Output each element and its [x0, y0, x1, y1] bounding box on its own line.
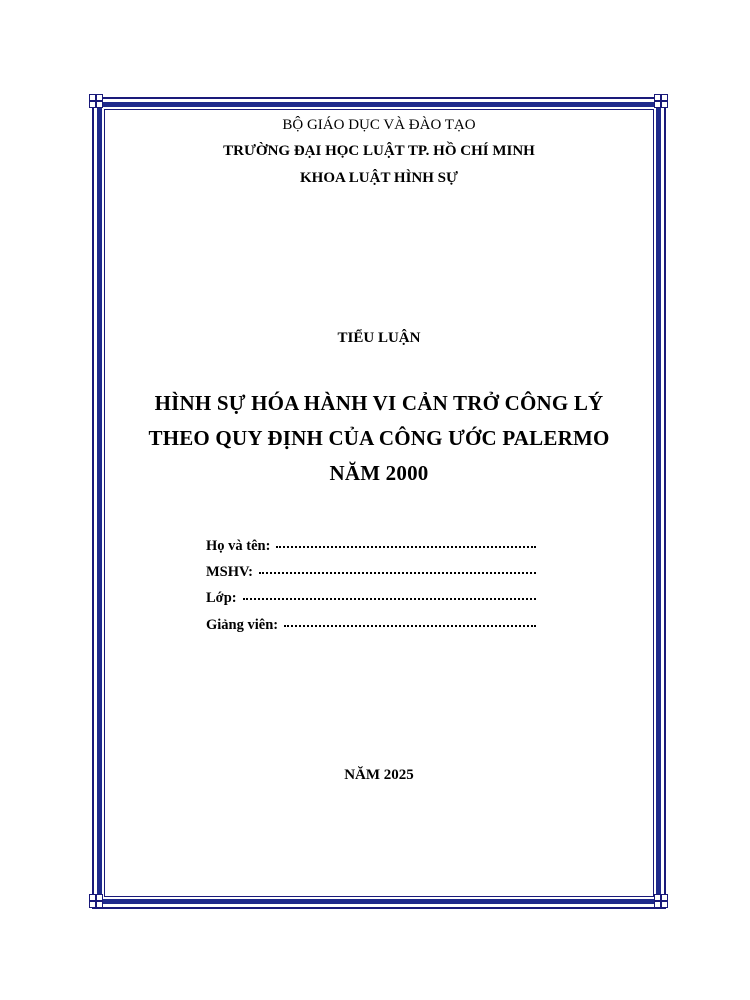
class-label: Lớp:: [206, 590, 237, 606]
class-field: [206, 590, 536, 607]
lecturer-blank: [284, 622, 536, 627]
corner-ornament-top-right: [654, 94, 668, 108]
student-id-blank: [259, 569, 536, 574]
corner-ornament-top-left: [89, 94, 103, 108]
student-name-blank: [276, 543, 536, 548]
class-blank: [243, 595, 536, 600]
lecturer-field: [206, 617, 536, 634]
lecturer-label: Giảng viên:: [206, 617, 279, 633]
ministry-name: BỘ GIÁO DỤC VÀ ĐÀO TẠO: [282, 117, 476, 133]
title-line-1: HÌNH SỰ HÓA HÀNH VI CẢN TRỞ CÔNG LÝ: [154, 391, 604, 415]
corner-ornament-bottom-left: [89, 894, 103, 908]
faculty-name: KHOA LUẬT HÌNH SỰ: [300, 170, 458, 186]
corner-ornament-bottom-right: [654, 894, 668, 908]
student-name-label: Họ và tên:: [206, 538, 271, 554]
student-id-label: MSHV:: [206, 564, 253, 580]
title-line-2: THEO QUY ĐỊNH CỦA CÔNG ƯỚC PALERMO: [148, 426, 610, 450]
student-id-field: [206, 564, 536, 581]
student-name-field: [206, 538, 536, 555]
title-line-3: NĂM 2000: [329, 461, 429, 485]
university-name: TRƯỜNG ĐẠI HỌC LUẬT TP. HỒ CHÍ MINH: [223, 143, 535, 159]
document-year: NĂM 2025: [344, 767, 414, 783]
document-type: TIỂU LUẬN: [337, 330, 421, 346]
